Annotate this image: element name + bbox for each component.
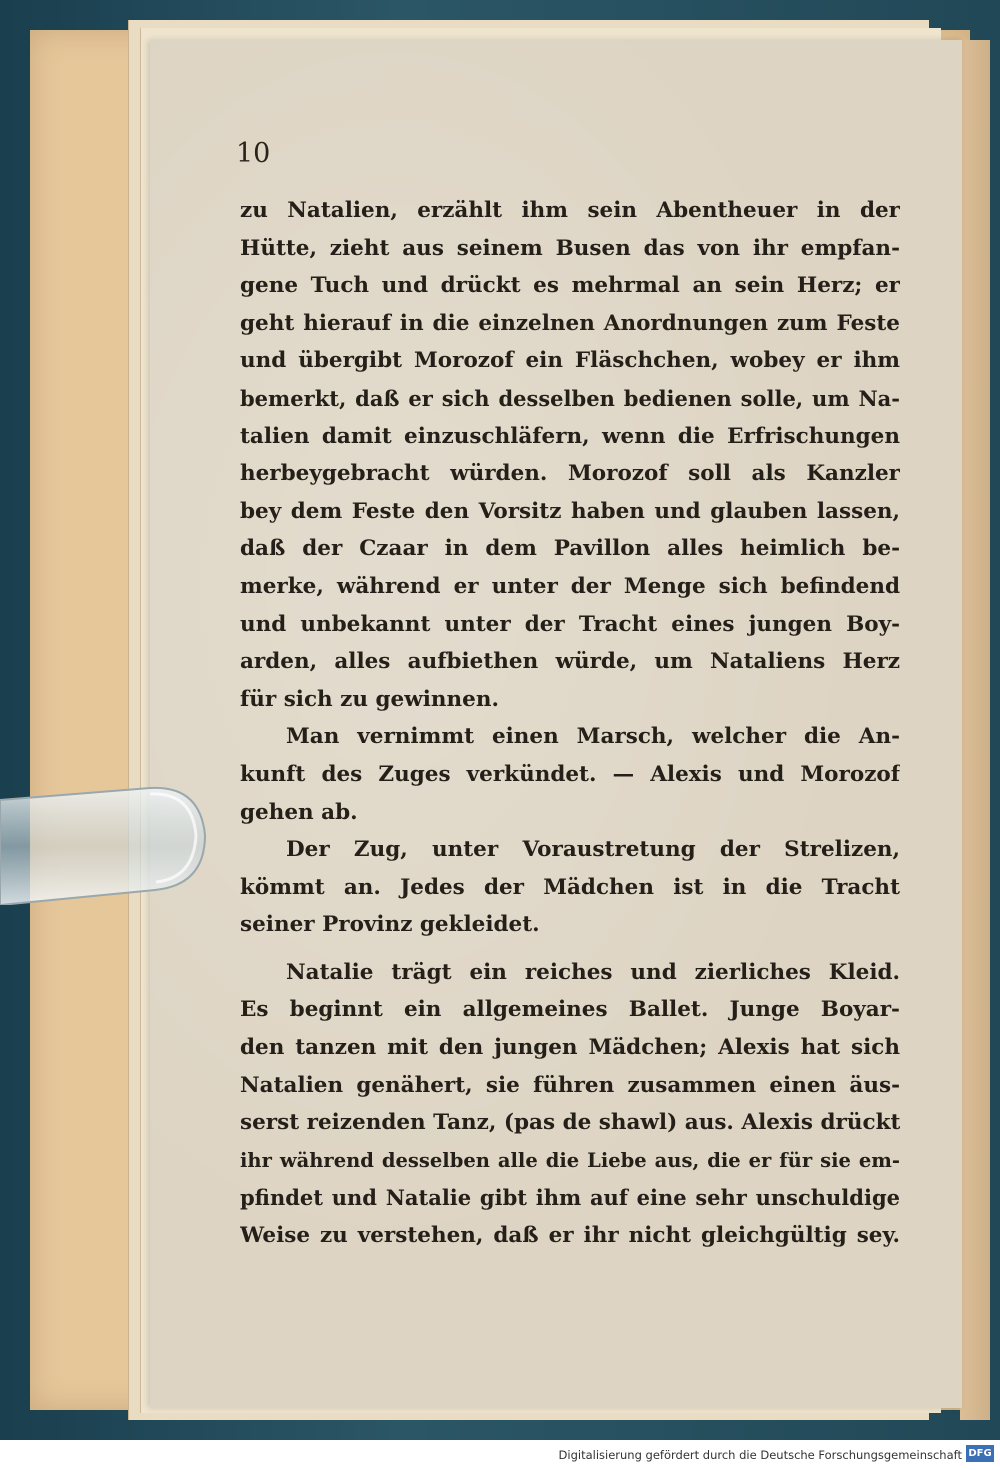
text-line: und unbekannt unter der Tracht eines jungen Boy- [240,611,900,637]
text-line: seiner Provinz gekleidet. [240,912,540,938]
text-line: bemerkt, daß er sich desselben bedienen solle, um Na- [240,385,900,411]
text-line: Man vernimmt einen Marsch, welcher die An- [286,724,900,750]
text-line: und übergibt Morozof ein Fläschchen, wobey er ihm [240,348,900,374]
text-line: Natalien genähert, sie führen zusammen einen äus- [240,1072,900,1098]
page-holder-clip [0,780,210,905]
text-line: gene Tuch und drückt es mehrmal an sein Herz; er [240,273,900,299]
text-line: arden, alles aufbiethen würde, um Nataliens Herz [240,649,900,675]
page-text [240,192,900,1255]
text-line: talien damit einzuschläfern, wenn die Erfrischungen [240,423,900,449]
text-line: gehen ab. [240,799,358,825]
text-line: Weise zu verstehen, daß er ihr nicht gleichgültig sey. [240,1223,900,1249]
book-page [150,40,962,1408]
funding-credit: Digitalisierung gefördert durch die Deutsche Forschungsgemeinschaft [558,1448,962,1462]
text-line: pfindet und Natalie gibt ihm auf eine sehr unschuldige [240,1185,900,1211]
text-line: für sich zu gewinnen. [240,686,499,712]
text-line: herbeygebracht würden. Morozof soll als Kanzler [240,461,900,487]
text-line: den tanzen mit den jungen Mädchen; Alexis hat sich [240,1035,900,1061]
page-number: 10 [236,138,271,169]
text-line: serst reizenden Tanz, (pas de shawl) aus. Alexis drückt [240,1110,900,1136]
text-line: daß der Czaar in dem Pavillon alles heimlich be- [240,536,900,562]
text-line: Es beginnt ein allgemeines Ballet. Junge Boyar- [240,997,900,1023]
text-line: zu Natalien, erzählt ihm sein Abentheuer in der [240,198,900,223]
dfg-logo: DFG [966,1445,994,1462]
footer-bar [0,1440,1000,1470]
text-line: merke, während er unter der Menge sich befindend [240,573,900,599]
text-line: ihr während desselben alle die Liebe aus, die er für sie em- [240,1148,900,1172]
text-line: bey dem Feste den Vorsitz haben und glauben lassen, [240,498,900,524]
text-line: Der Zug, unter Voraustretung der Strelizen, [286,837,900,863]
cover-edge [960,40,990,1420]
text-line: geht hierauf in die einzelnen Anordnungen zum Feste [240,310,900,336]
text-line: Natalie trägt ein reiches und zierliches Kleid. [286,959,900,985]
text-line: kömmt an. Jedes der Mädchen ist in die Tracht [240,874,900,900]
text-line: Hütte, zieht aus seinem Busen das von ihr empfan- [240,235,900,261]
text-line: kunft des Zuges verkündet. — Alexis und Morozof [240,761,900,787]
